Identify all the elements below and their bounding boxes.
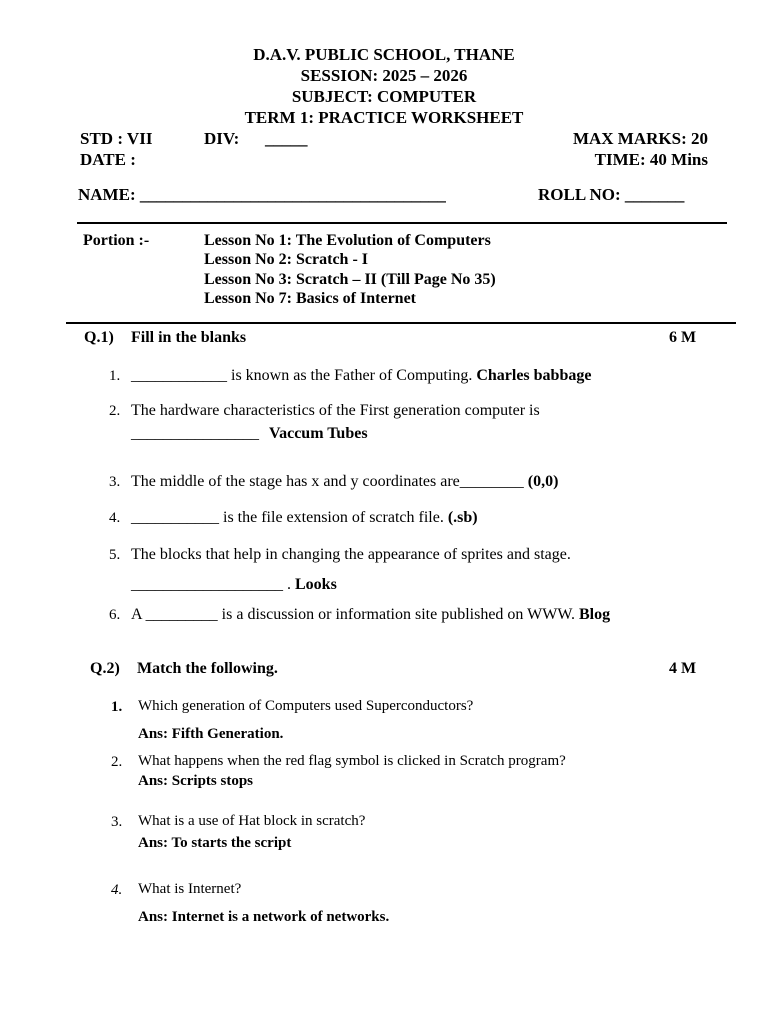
q1-item-text bbox=[131, 576, 337, 594]
q1-marks: 6 M bbox=[669, 329, 697, 346]
q2-item-question: Which generation of Computers used Superconductors? bbox=[138, 698, 474, 714]
std-label: STD : VII bbox=[80, 129, 153, 148]
q1-item-text bbox=[131, 425, 368, 443]
q1-item-number: 2. bbox=[109, 403, 121, 419]
q2-marks: 4 M bbox=[669, 660, 697, 677]
q1-item-answer: Vaccum Tubes bbox=[269, 425, 368, 442]
q2-item-answer: Ans: Scripts stops bbox=[138, 773, 254, 789]
lesson-item: Lesson No 1: The Evolution of Computers bbox=[204, 232, 491, 249]
q1-item-text bbox=[131, 367, 591, 385]
q2-label: Q.2) bbox=[90, 660, 120, 677]
q1-item-blank: ___________________ . bbox=[131, 576, 291, 593]
q1-item-question: ___________ is the file extension of scratch file. bbox=[131, 509, 444, 526]
q2-item-question: What is a use of Hat block in scratch? bbox=[138, 813, 366, 829]
q1-item-answer: Looks bbox=[295, 576, 337, 593]
session: SESSION: 2025 – 2026 bbox=[300, 66, 468, 85]
q2-item-number: 2. bbox=[111, 754, 123, 770]
q1-item-question: ____________ is known as the Father of Computing. bbox=[131, 367, 473, 384]
q1-label: Q.1) bbox=[84, 329, 114, 346]
div-blank: _____ bbox=[265, 129, 308, 148]
q2-item-answer: Ans: To starts the script bbox=[138, 835, 292, 851]
q1-item-answer: (0,0) bbox=[527, 473, 559, 490]
q1-item-question: A _________ is a discussion or information site published on WWW. bbox=[131, 606, 575, 623]
q1-item-question: The hardware characteristics of the First generation computer is bbox=[131, 402, 540, 419]
time-label: TIME: 40 Mins bbox=[594, 150, 708, 169]
q1-item-answer: Charles babbage bbox=[476, 367, 592, 384]
q2-title: Match the following. bbox=[137, 660, 278, 677]
q1-item-question: The middle of the stage has x and y coordinates are________ bbox=[131, 473, 524, 490]
divider-top bbox=[77, 222, 727, 224]
q1-item-number: 6. bbox=[109, 607, 121, 623]
q2-item-question: What is Internet? bbox=[138, 881, 242, 897]
div-label: DIV: bbox=[204, 129, 240, 148]
q1-item-number: 5. bbox=[109, 547, 121, 563]
q2-item-answer: Ans: Internet is a network of networks. bbox=[138, 909, 390, 925]
q1-item-text bbox=[131, 606, 610, 624]
q1-item-number: 3. bbox=[109, 474, 121, 490]
q2-item-number: 3. bbox=[111, 814, 123, 830]
lesson-item: Lesson No 3: Scratch – II (Till Page No 35) bbox=[204, 271, 496, 288]
q1-item-text bbox=[131, 509, 478, 527]
date-label: DATE : bbox=[80, 150, 136, 169]
q1-item-answer: Blog bbox=[578, 606, 611, 623]
q1-item-number: 4. bbox=[109, 510, 121, 526]
q2-item-number: 4. bbox=[111, 882, 123, 898]
max-marks: MAX MARKS: 20 bbox=[572, 129, 708, 148]
subject: SUBJECT: COMPUTER bbox=[291, 87, 477, 106]
divider-portion bbox=[66, 322, 736, 324]
roll-no-field: ROLL NO: _______ bbox=[538, 185, 685, 204]
q2-item-number: 1. bbox=[111, 699, 123, 715]
q1-title: Fill in the blanks bbox=[131, 329, 247, 346]
q2-item-question: What happens when the red flag symbol is clicked in Scratch program? bbox=[138, 753, 566, 769]
q2-item-answer: Ans: Fifth Generation. bbox=[138, 726, 284, 742]
q1-item-blank: ________________ bbox=[131, 425, 259, 442]
q1-item-number: 1. bbox=[109, 368, 121, 384]
portion-label: Portion :- bbox=[83, 232, 150, 249]
q1-item-question: The blocks that help in changing the appearance of sprites and stage. bbox=[131, 546, 571, 563]
q1-item-answer: (.sb) bbox=[447, 509, 478, 526]
lesson-item: Lesson No 2: Scratch - I bbox=[204, 251, 368, 268]
lesson-item: Lesson No 7: Basics of Internet bbox=[204, 290, 416, 307]
term-title: TERM 1: PRACTICE WORKSHEET bbox=[244, 108, 524, 127]
name-field: NAME: ____________________________________ bbox=[78, 185, 446, 204]
school-name: D.A.V. PUBLIC SCHOOL, THANE bbox=[253, 45, 515, 64]
q1-item-text bbox=[131, 473, 558, 491]
